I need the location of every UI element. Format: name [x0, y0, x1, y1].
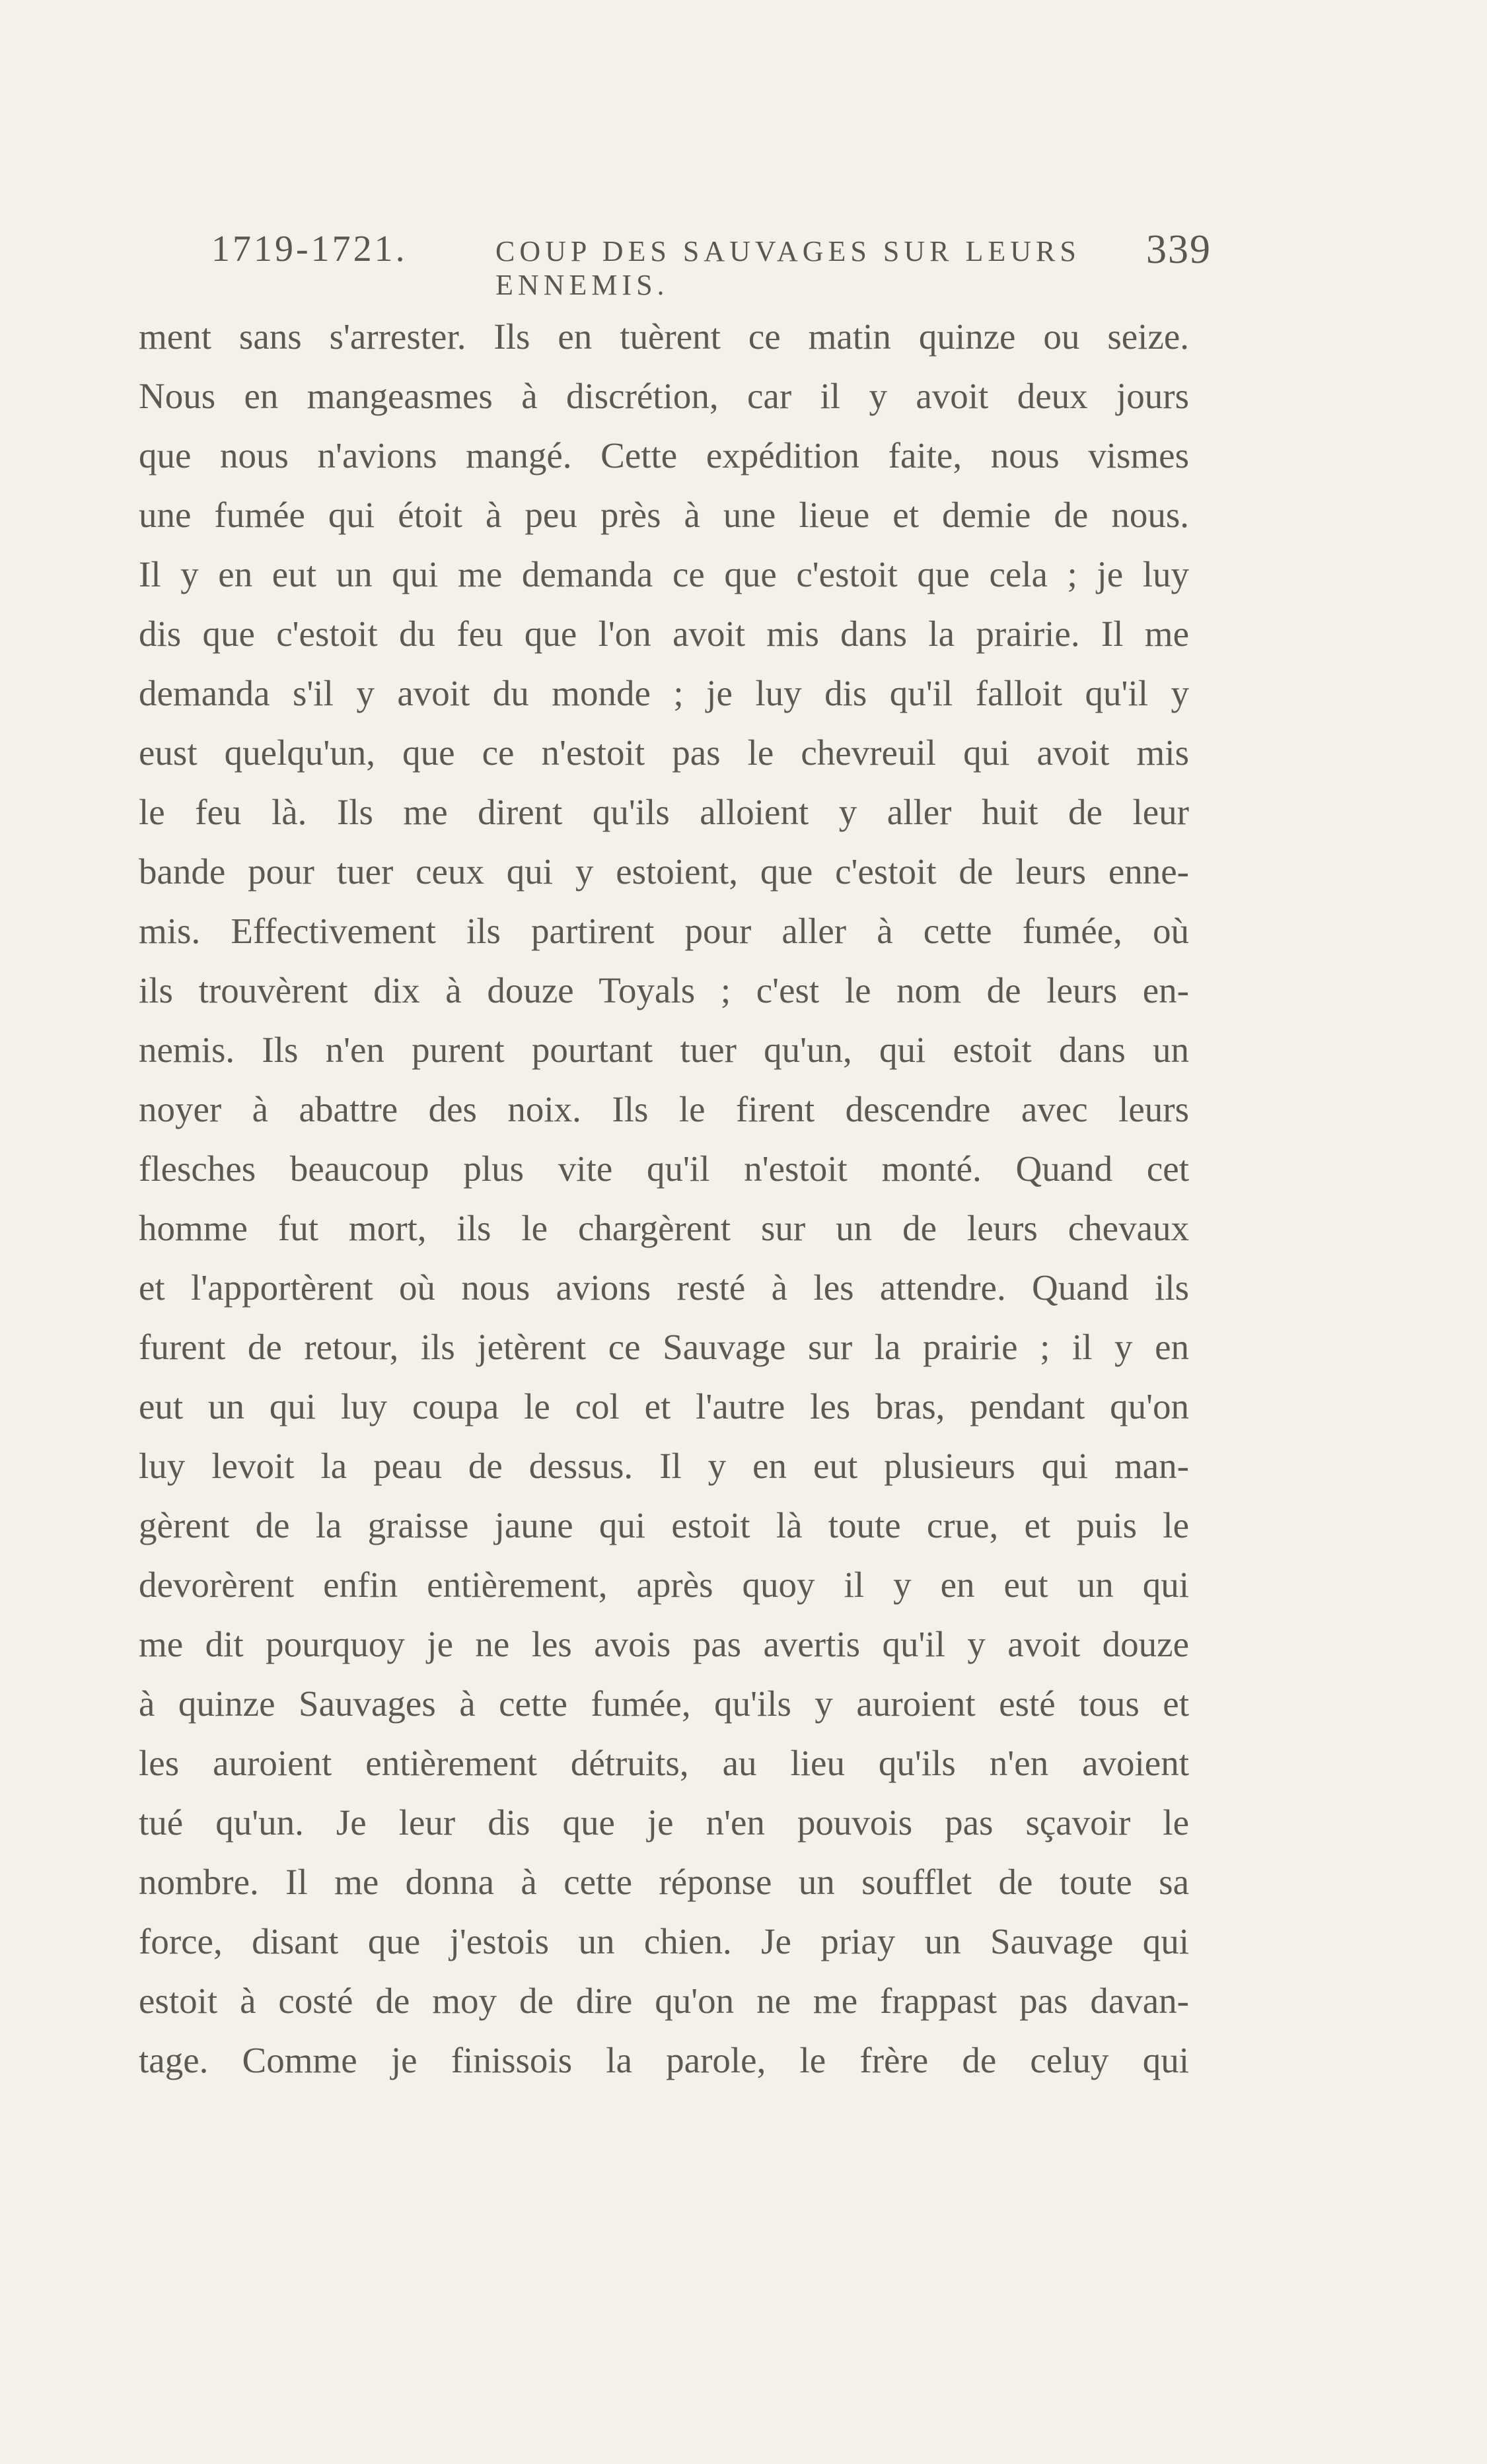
text-line: demanda s'il y avoit du monde ; je luy dis qu'il falloit qu'il y [139, 673, 1189, 713]
text-line: eut un qui luy coupa le col et l'autre les bras, pendant qu'on [139, 1386, 1189, 1426]
text-line: nemis. Ils n'en purent pourtant tuer qu'un, qui estoit dans un [139, 1030, 1189, 1070]
text-line: ment sans s'arrester. Ils en tuèrent ce matin quinze ou seize. [139, 316, 1189, 357]
text-line: à quinze Sauvages à cette fumée, qu'ils y auroient esté tous et [139, 1683, 1189, 1724]
text-line: ils trouvèrent dix à douze Toyals ; c'est le nom de leurs en- [139, 970, 1189, 1010]
text-line: mis. Effectivement ils partirent pour aller à cette fumée, où [139, 911, 1189, 951]
page-number: 339 [1146, 227, 1212, 272]
text-line: une fumée qui étoit à peu près à une lieue et demie de nous. [139, 495, 1189, 535]
text-line: me dit pourquoy je ne les avois pas avertis qu'il y avoit douze [139, 1624, 1189, 1664]
text-line: flesches beaucoup plus vite qu'il n'estoit monté. Quand cet [139, 1148, 1189, 1189]
running-head [135, 227, 1212, 301]
text-line: Il y en eut un qui me demanda ce que c'estoit que cela ; je luy [139, 554, 1189, 594]
running-head-years: 1719-1721. [211, 229, 408, 269]
text-line: gèrent de la graisse jaune qui estoit là toute crue, et puis le [139, 1505, 1189, 1545]
text-line: homme fut mort, ils le chargèrent sur un de leurs chevaux [139, 1208, 1189, 1248]
text-line: dis que c'estoit du feu que l'on avoit mis dans la prairie. Il me [139, 614, 1189, 654]
text-line: que nous n'avions mangé. Cette expédition faite, nous vismes [139, 435, 1189, 475]
text-line: et l'apportèrent où nous avions resté à les attendre. Quand ils [139, 1267, 1189, 1308]
text-line: devorèrent enfin entièrement, après quoy il y en eut un qui [139, 1565, 1189, 1605]
text-line: le feu là. Ils me dirent qu'ils alloient y aller huit de leur [139, 792, 1189, 832]
running-head-title: COUP DES SAUVAGES SUR LEURS ENNEMIS. [495, 235, 1081, 301]
text-line: bande pour tuer ceux qui y estoient, que c'estoit de leurs enne- [139, 851, 1189, 892]
text-line: Nous en mangeasmes à discrétion, car il y avoit deux jours [139, 376, 1189, 416]
text-line: furent de retour, ils jetèrent ce Sauvage sur la prairie ; il y en [139, 1327, 1189, 1367]
text-line: estoit à costé de moy de dire qu'on ne me frappast pas davan- [139, 1981, 1189, 2021]
text-line: nombre. Il me donna à cette réponse un soufflet de toute sa [139, 1862, 1189, 1902]
text-line: eust quelqu'un, que ce n'estoit pas le chevreuil qui avoit mis [139, 732, 1189, 773]
text-line: tage. Comme je finissois la parole, le frère de celuy qui [139, 2040, 1189, 2080]
body-text [139, 307, 1189, 2090]
text-line: tué qu'un. Je leur dis que je n'en pouvois pas sçavoir le [139, 1802, 1189, 1843]
text-line: les auroient entièrement détruits, au lieu qu'ils n'en avoient [139, 1743, 1189, 1783]
text-line: force, disant que j'estois un chien. Je priay un Sauvage qui [139, 1921, 1189, 1961]
text-line: noyer à abattre des noix. Ils le firent descendre avec leurs [139, 1089, 1189, 1129]
text-line: luy levoit la peau de dessus. Il y en eut plusieurs qui man- [139, 1446, 1189, 1486]
